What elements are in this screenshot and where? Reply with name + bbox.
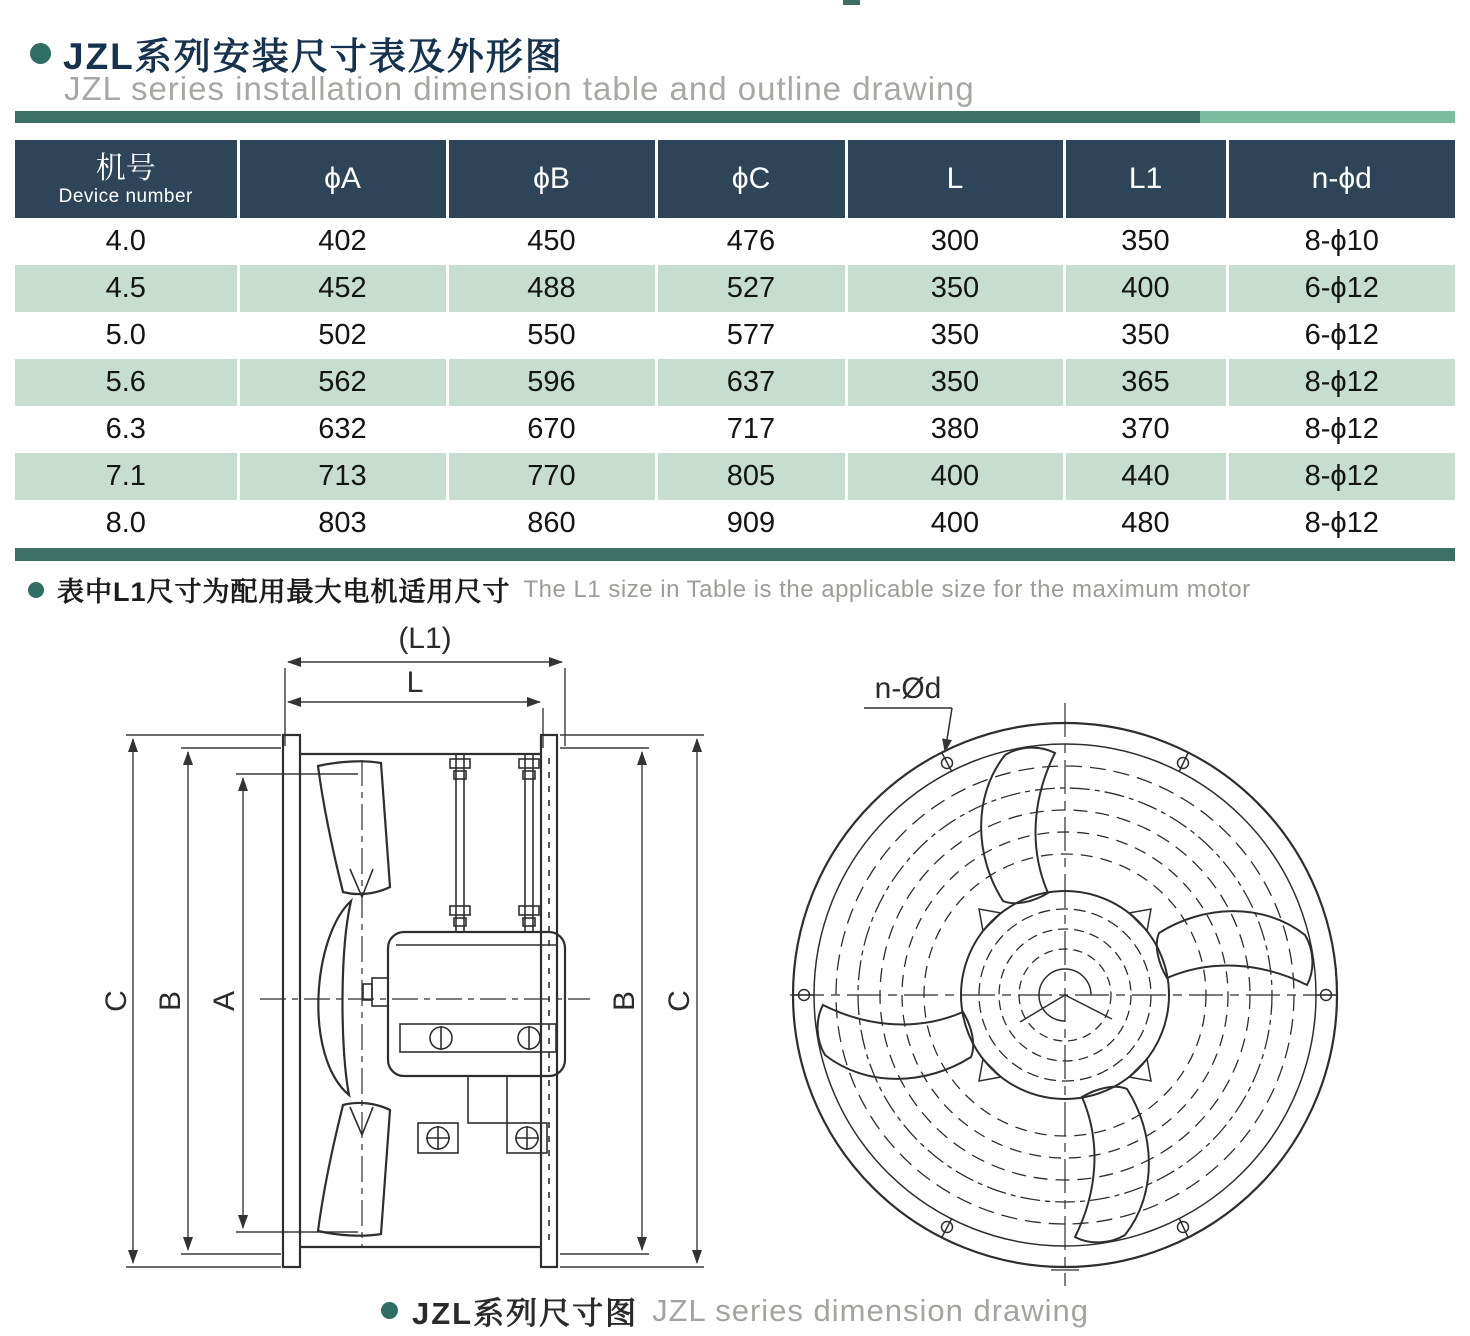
- footnote-en: The L1 size in Table is the applicable size for the maximum motor: [523, 575, 1251, 603]
- table-cell: 350: [846, 265, 1064, 312]
- table-cell: 8-ϕ10: [1227, 218, 1455, 265]
- dim-label-l1: (L1): [398, 622, 452, 655]
- page-subtitle: JZL series installation dimension table and outline drawing: [64, 70, 975, 107]
- table-cell: 860: [447, 500, 656, 547]
- col-header-device-cn: 机号: [95, 151, 156, 185]
- bullet-icon: [28, 582, 44, 598]
- dimension-table-wrap: [15, 140, 1455, 547]
- table-cell: 713: [238, 453, 447, 500]
- table-cell: 8-ϕ12: [1227, 453, 1455, 500]
- table-cell: 450: [447, 218, 656, 265]
- table-cell: 365: [1064, 359, 1227, 406]
- device-number-cell: 4.0: [105, 225, 146, 257]
- col-header-phi-b: ϕB: [447, 140, 656, 218]
- device-number-cell: 6.3: [105, 413, 146, 445]
- page-top-tick: [843, 0, 860, 5]
- table-cell: 8-ϕ12: [1227, 500, 1455, 547]
- table-cell: 350: [1064, 312, 1227, 359]
- hole-count-label: n-Ød: [874, 672, 942, 705]
- table-cell: 6-ϕ12: [1227, 265, 1455, 312]
- table-cell: 562: [238, 359, 447, 406]
- bullet-icon: [30, 43, 51, 64]
- dim-label-b-left: B: [154, 990, 187, 1012]
- table-cell: 6-ϕ12: [1227, 312, 1455, 359]
- table-cell: 480: [1064, 500, 1227, 547]
- table-cell: 502: [238, 312, 447, 359]
- dim-label-l: L: [406, 666, 424, 699]
- table-cell: 488: [447, 265, 656, 312]
- table-cell: 380: [846, 406, 1064, 453]
- table-cell: 370: [1064, 406, 1227, 453]
- table-cell: 8-ϕ12: [1227, 359, 1455, 406]
- table-cell: 452: [238, 265, 447, 312]
- dim-label-b-right: B: [608, 990, 641, 1012]
- col-header-device-en: Device number: [58, 185, 193, 207]
- outline-drawings: [0, 618, 1470, 1290]
- footnote-cn: 表中L1尺寸为配用最大电机适用尺寸: [57, 577, 511, 607]
- col-header-phi-a: ϕA: [238, 140, 447, 218]
- drawing-caption-cn: JZL系列尺寸图: [411, 1296, 639, 1331]
- col-header-l: L: [846, 140, 1064, 218]
- table-row: [15, 500, 1455, 547]
- table-cell: 577: [656, 312, 846, 359]
- table-cell: 400: [1064, 265, 1227, 312]
- table-row: [15, 312, 1455, 359]
- table-cell: 350: [846, 359, 1064, 406]
- table-cell: 550: [447, 312, 656, 359]
- table-cell: 400: [846, 500, 1064, 547]
- table-cell: 402: [238, 218, 447, 265]
- table-cell: 632: [238, 406, 447, 453]
- table-cell: 596: [447, 359, 656, 406]
- table-header-row: [15, 140, 1455, 218]
- device-number-cell: 8.0: [105, 507, 146, 539]
- page-title: JZL系列安装尺寸表及外形图: [63, 36, 564, 77]
- table-cell: 476: [656, 218, 846, 265]
- header-divider: [15, 111, 1455, 123]
- device-number-cell: 5.6: [15, 359, 238, 406]
- dim-label-c-right: C: [663, 990, 696, 1012]
- table-cell: 527: [656, 265, 846, 312]
- table-cell: 803: [238, 500, 447, 547]
- table-cell: 350: [1064, 218, 1227, 265]
- table-cell: 670: [447, 406, 656, 453]
- divider-dark-segment: [15, 111, 1200, 123]
- table-cell: 909: [656, 500, 846, 547]
- table-bottom-rule: [15, 548, 1455, 561]
- table-cell: 637: [656, 359, 846, 406]
- col-header-device: [15, 140, 238, 218]
- col-header-n-phi-d: n-ϕd: [1227, 140, 1455, 218]
- table-cell: 770: [447, 453, 656, 500]
- dim-label-a: A: [208, 990, 241, 1012]
- table-row: [15, 453, 1455, 500]
- footnote: [28, 570, 1251, 609]
- col-header-phi-c: ϕC: [656, 140, 846, 218]
- drawing-caption: [0, 1288, 1470, 1333]
- table-cell: 440: [1064, 453, 1227, 500]
- side-view-drawing: [100, 618, 760, 1286]
- table-cell: 400: [846, 453, 1064, 500]
- drawing-caption-en: JZL series dimension drawing: [652, 1292, 1090, 1328]
- device-number-cell: 4.5: [15, 265, 238, 312]
- table-row: [15, 218, 1455, 265]
- table-row: [15, 265, 1455, 312]
- device-number-cell: 7.1: [15, 453, 238, 500]
- col-header-l1: L1: [1064, 140, 1227, 218]
- front-view-drawing: [760, 618, 1460, 1318]
- table-row: [15, 406, 1455, 453]
- table-cell: 805: [656, 453, 846, 500]
- table-cell: 300: [846, 218, 1064, 265]
- divider-light-segment: [1200, 111, 1455, 123]
- table-cell: 350: [846, 312, 1064, 359]
- dim-label-c-left: C: [100, 990, 133, 1012]
- dimension-table: [15, 140, 1455, 547]
- table-row: [15, 359, 1455, 406]
- device-number-cell: 5.0: [105, 319, 146, 351]
- table-cell: 717: [656, 406, 846, 453]
- table-cell: 8-ϕ12: [1227, 406, 1455, 453]
- bullet-icon: [381, 1302, 398, 1319]
